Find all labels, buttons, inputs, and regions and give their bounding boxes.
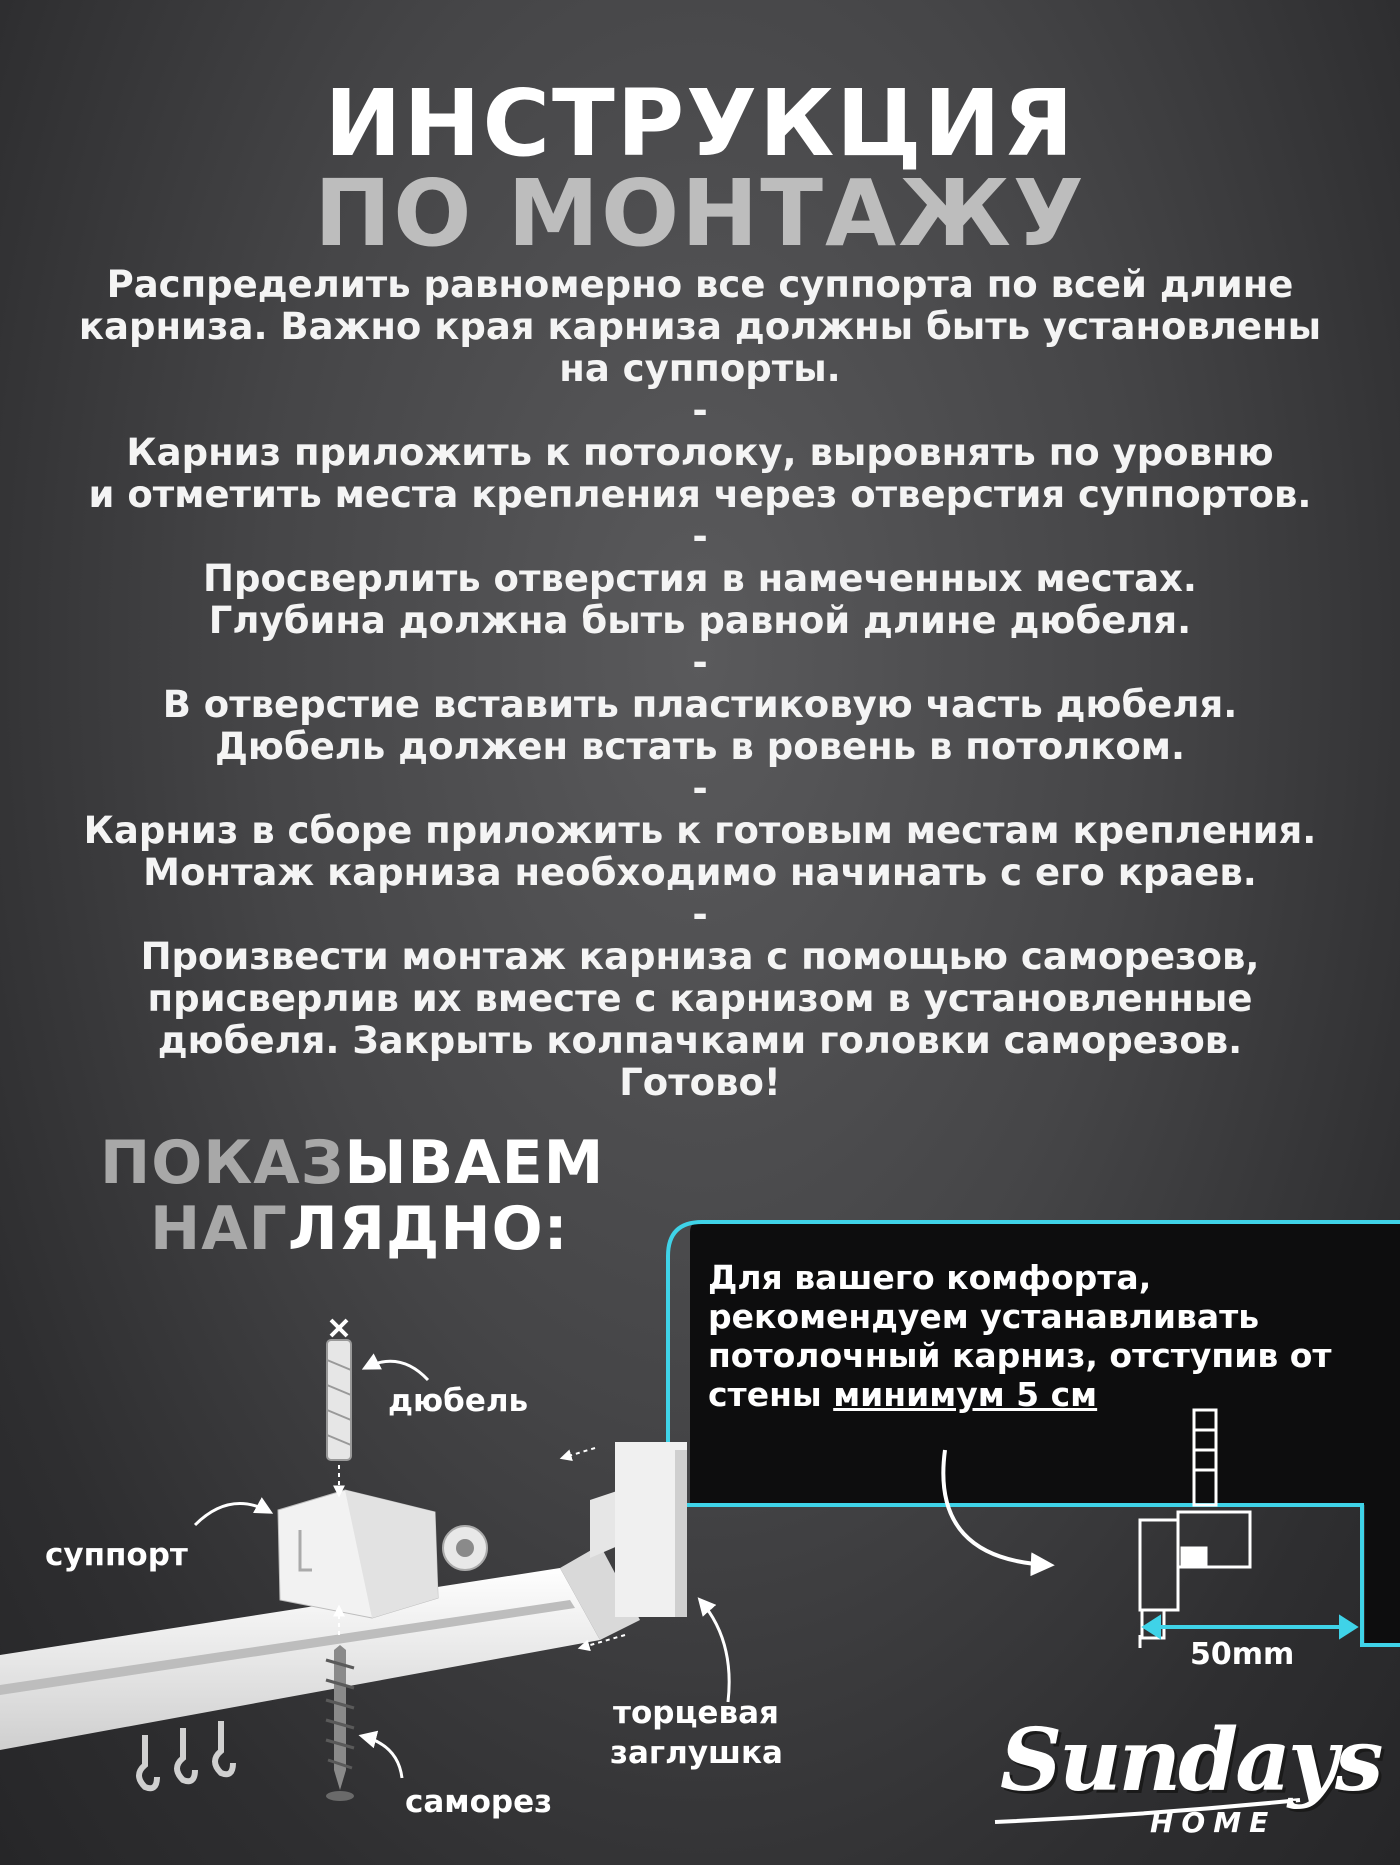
title-line-2: ПО МОНТАЖУ (314, 160, 1086, 267)
step-3-line-1: Просверлить отверстия в намеченных местах. (203, 557, 1197, 600)
comfort-note-text: Для вашего комфорта, рекомендуем устанавливать потолочный карниз, отступив от стены (708, 1258, 1332, 1414)
separator: - (692, 515, 708, 558)
show-heading-bright-1: ЫВАЕМ (344, 1128, 605, 1198)
step-5-line-2: Монтаж карниза необходимо начинать с его краев. (143, 851, 1257, 894)
runners (139, 1721, 233, 1788)
dimension-arrow (1145, 1618, 1355, 1636)
separator: - (692, 389, 708, 432)
step-6-line-1: Произвести монтаж карниза с помощью саморезов, (140, 935, 1260, 978)
logo-word: Sundays (1000, 1710, 1381, 1811)
step-6-line-2: присверлив их вместе с карнизом в установленные (147, 977, 1253, 1020)
label-dowel: дюбель (388, 1383, 529, 1419)
separator: - (692, 767, 708, 810)
arrow-dowel-icon (365, 1361, 428, 1380)
comfort-note (708, 1258, 1348, 1414)
step-2-line-2: и отметить места крепления через отверстия суппортов. (88, 473, 1312, 516)
title-line-1: ИНСТРУКЦИЯ (324, 70, 1076, 177)
show-heading-dim-1: ПОКАЗ (100, 1128, 345, 1198)
label-end-cap-1: торцевая (613, 1695, 779, 1731)
arrow-screw-icon (362, 1736, 402, 1778)
label-support: суппорт (45, 1537, 188, 1573)
step-3-line-2: Глубина должна быть равной длине дюбеля. (208, 599, 1192, 642)
arrow-endcap-top-icon (562, 1448, 595, 1458)
arrow-endcap-icon (700, 1600, 729, 1702)
separator: - (692, 893, 708, 936)
label-screw: саморез (405, 1784, 553, 1820)
dimension-label: 50mm (1190, 1637, 1295, 1672)
step-2-line-1: Карниз приложить к потолоку, выровнять по уровню (126, 431, 1274, 474)
step-4-line-1: В отверстие вставить пластиковую часть дюбеля. (162, 683, 1238, 726)
step-1-line-2: карниза. Важно края карниза должны быть установлены (78, 305, 1322, 348)
label-end-cap-2: заглушка (610, 1735, 783, 1771)
show-heading-dim-2: НАГ (150, 1194, 288, 1264)
arrow-support-icon (195, 1504, 270, 1525)
logo-sub: HOME (1150, 1806, 1277, 1839)
end-cap (615, 1442, 687, 1617)
step-4-line-2: Дюбель должен встать в ровень в потолком. (214, 725, 1186, 768)
step-6-line-3: дюбеля. Закрыть колпачками головки саморезов. (157, 1019, 1243, 1062)
comfort-note-underlined: минимум 5 см (833, 1375, 1098, 1414)
sundays-home-logo (990, 1710, 1381, 1839)
show-heading-bright-2: ЛЯДНО: (287, 1194, 569, 1264)
step-1-line-1: Распределить равномерно все суппорта по всей длине (106, 263, 1294, 306)
step-1-line-3: на суппорты. (559, 347, 841, 390)
step-6-line-4: Готово! (619, 1061, 781, 1104)
dowel (327, 1320, 351, 1495)
step-5-line-1: Карниз в сборе приложить к готовым местам крепления. (83, 809, 1317, 852)
separator: - (692, 641, 708, 684)
